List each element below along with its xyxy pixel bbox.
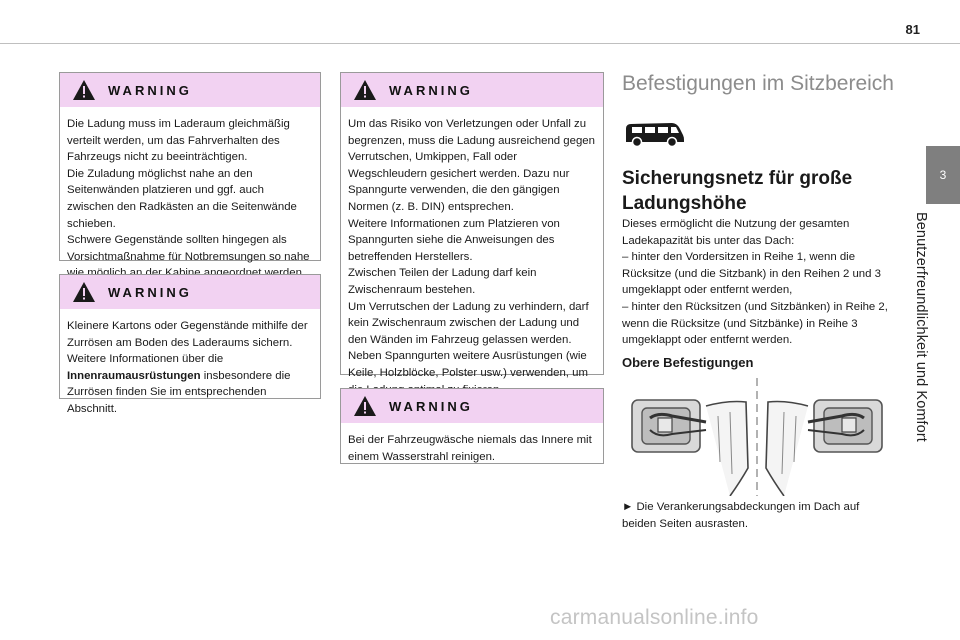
section-subtitle: Sicherungsnetz für große Ladungshöhe	[622, 168, 853, 214]
warning-box-small-boxes	[59, 274, 321, 415]
warning-box-load-distribution	[59, 72, 321, 261]
warning-header	[60, 73, 320, 107]
warning-title: WARNING	[389, 82, 473, 98]
roof-anchorage-illustration	[628, 378, 886, 496]
warning-text: insbesondere die Zurrösen finden Sie im entsprechenden Abschnitt.	[67, 369, 291, 415]
van-silhouette-icon	[622, 119, 686, 149]
page-number: 81	[905, 22, 920, 37]
section-body	[622, 216, 892, 349]
warning-paragraph: Kleinere Kartons oder Gegenstände mithilfe der Zurrösen am Boden des Laderaums sichern.	[67, 320, 308, 349]
warning-body	[341, 423, 603, 473]
warning-body	[60, 107, 320, 290]
warning-paragraph	[67, 351, 313, 417]
chapter-tab[interactable]: 3	[926, 146, 960, 204]
section-title: Befestigungen im Sitzbereich	[622, 72, 894, 95]
warning-paragraph: Die Ladung muss im Laderaum gleichmäßig verteilt werden, um das Fahrverhalten des Fahrzeugs nicht zu beeinträchtigen.	[67, 118, 290, 164]
warning-title: WARNING	[389, 398, 473, 414]
section-bullet: – hinter den Rücksitzen (und Sitzbänken) in Reihe 2, wenn die Rücksitze (und Sitzbänke) in Reihe 3 umgeklappt oder entfernt werden.	[622, 300, 888, 347]
warning-title: WARNING	[108, 284, 192, 300]
warning-header	[341, 389, 603, 423]
warning-triangle-icon	[72, 281, 96, 303]
warning-paragraph: Neben Spanngurten weitere Ausrüstungen (wie Keile, Holzblöcke, Polster usw.) verwenden, um	[348, 350, 588, 379]
warning-paragraph: Zwischen Teilen der Ladung darf kein Zwischenraum bestehen.	[348, 267, 537, 296]
watermark: carmanualsonline.info	[550, 606, 759, 629]
warning-paragraph: Die Zuladung möglichst nahe an den Seitenwänden platzieren und ggf. auch zwischen den Radkästen an die Seitenwände schieben.	[67, 167, 297, 230]
warning-paragraph: Um das Risiko von Verletzungen oder Unfall zu begrenzen, muss die Ladung ausreichend gegen Verrutschen, Umkippen, Fall oder Wegschleudern gesichert werden. Dazu nur Spanngurte verwenden, die den gängigen Normen (z. B. DIN) entsprechen.	[348, 118, 595, 213]
warning-paragraph: Um Verrutschen der Ladung zu verhindern, darf kein Zwischenraum zwischen der Ladung und den Wänden im Fahrzeug gelassen werden.	[348, 300, 589, 346]
left-anchorage	[632, 400, 706, 452]
chapter-title: Benutzerfreundlichkeit und Komfort	[913, 212, 929, 442]
header-rule	[0, 43, 960, 44]
net-center	[706, 378, 808, 496]
warning-paragraph: Schwere Gegenstände sollten hingegen als Vorsichtmaßnahme für Notbremsungen so nahe	[67, 234, 310, 263]
upper-anchorages-heading: Obere Befestigungen	[622, 355, 754, 370]
warning-box-vehicle-wash	[340, 388, 604, 464]
right-anchorage	[808, 400, 882, 452]
figure-caption: ► Die Verankerungsabdeckungen im Dach auf beiden Seiten ausrasten.	[622, 501, 860, 530]
warning-paragraph: Bei der Fahrzeugwäsche niemals das Innere mit einem Wasserstrahl reinigen.	[348, 434, 592, 463]
warning-paragraph: Weitere Informationen zum Platzieren von Spanngurten siehe die Anweisungen des betreffenden Herstellers.	[348, 217, 560, 263]
warning-text: Weitere Informationen über die	[67, 353, 224, 366]
section-bullet: – hinter den Vordersitzen in Reihe 1, wenn die Rücksitze (und die Sitzbank) in den Reihen 2 und 3 umgeklappt oder entfernt werden,	[622, 251, 881, 297]
warning-link-text: Innenraumausrüstungen	[67, 369, 201, 382]
section-intro: Dieses ermöglicht die Nutzung der gesamten Ladekapazität bis unter das Dach:	[622, 218, 850, 247]
warning-triangle-icon	[353, 395, 377, 417]
warning-title: WARNING	[108, 82, 192, 98]
warning-header	[341, 73, 603, 107]
warning-triangle-icon	[72, 79, 96, 101]
warning-triangle-icon	[353, 79, 377, 101]
warning-body	[60, 309, 320, 426]
warning-box-securing-load	[340, 72, 604, 379]
warning-body	[341, 107, 603, 406]
warning-header	[60, 275, 320, 309]
